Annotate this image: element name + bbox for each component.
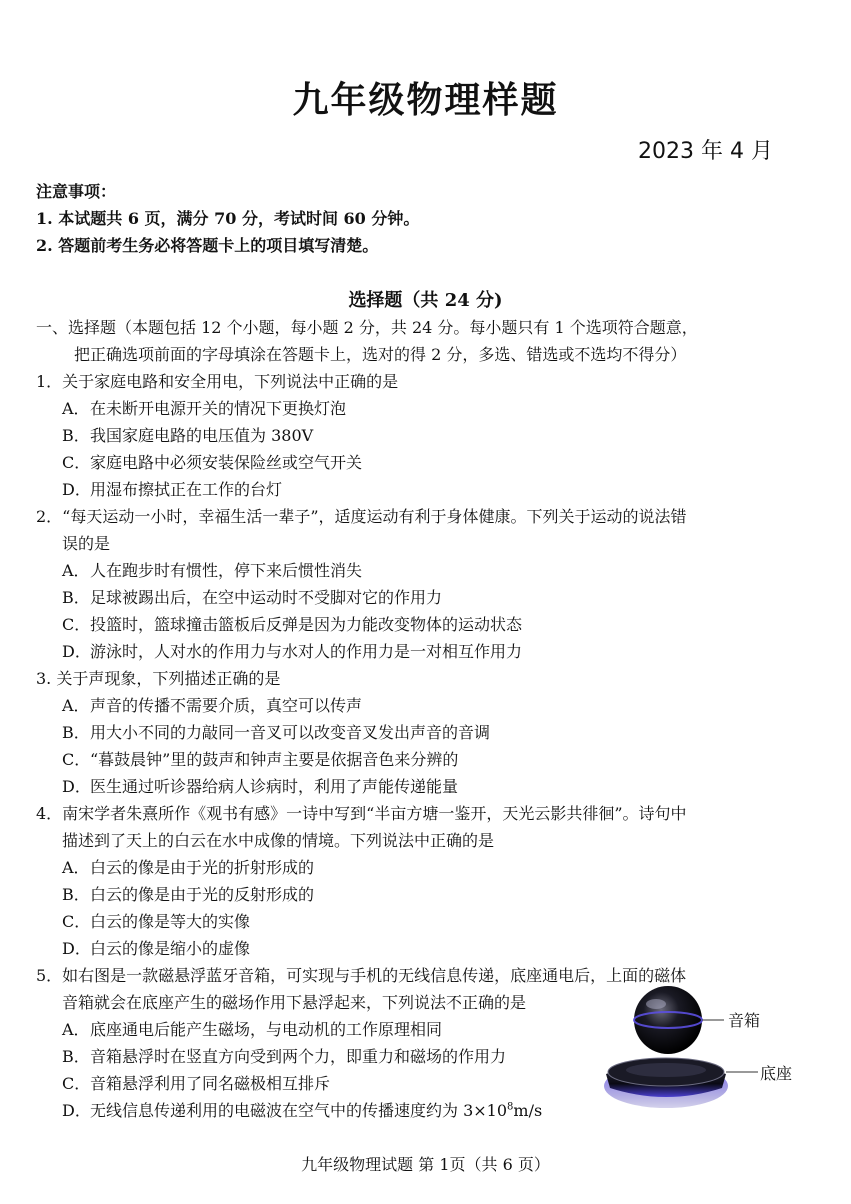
notice-block <box>36 178 419 259</box>
option-a <box>36 854 826 881</box>
option-text: 足球被踢出后，在空中运动时不受脚对它的作用力 <box>90 588 443 607</box>
instruction-line: 一、选择题（本题包括 12 个小题，每小题 2 分，共 24 分。每小题只有 1 个选项符合题意， <box>36 318 698 337</box>
option-letter: B． <box>62 885 90 904</box>
option-letter: A． <box>62 696 90 715</box>
option-text: 声音的传播不需要介质，真空可以传声 <box>90 696 363 715</box>
question-stem: 3. 关于声现象，下列描述正确的是 <box>36 669 281 688</box>
option-text: 白云的像是等大的实像 <box>90 912 251 931</box>
question-4 <box>36 800 826 962</box>
option-letter: B． <box>62 588 90 607</box>
option-c <box>36 908 826 935</box>
option-text: 音箱悬浮时在竖直方向受到两个力，即重力和磁场的作用力 <box>90 1047 507 1066</box>
option-text: “暮鼓晨钟”里的鼓声和钟声主要是依据音色来分辨的 <box>90 750 459 769</box>
page-title: 九年级物理样题 <box>292 80 559 121</box>
option-letter: C． <box>62 1074 91 1093</box>
option-text: 游泳时，人对水的作用力与水对人的作用力是一对相互作用力 <box>90 642 523 661</box>
option-letter: C． <box>62 615 91 634</box>
option-c <box>36 611 826 638</box>
option-text: 音箱悬浮利用了同名磁极相互排斥 <box>90 1074 331 1093</box>
option-letter: C． <box>62 912 91 931</box>
page-footer: 九年级物理试题 第 1页（共 6 页） <box>301 1155 550 1174</box>
option-a <box>36 557 826 584</box>
option-text: 医生通过听诊器给病人诊病时，利用了声能传递能量 <box>90 777 459 796</box>
option-letter: B． <box>62 426 90 445</box>
option-letter: D． <box>62 480 91 499</box>
speaker-ball <box>634 986 702 1054</box>
option-d <box>36 935 826 962</box>
option-b <box>36 881 826 908</box>
question-2 <box>36 503 826 665</box>
question-3 <box>36 665 826 800</box>
option-letter: A． <box>62 399 90 418</box>
option-letter: C． <box>62 750 91 769</box>
option-b <box>36 422 826 449</box>
section-instruction <box>36 314 826 368</box>
option-letter: B． <box>62 723 90 742</box>
option-d <box>36 638 826 665</box>
notice-heading: 注意事项： <box>36 182 117 201</box>
question-stem-continued: 描述到了天上的白云在水中成像的情境。下列说法中正确的是 <box>62 831 495 850</box>
option-a <box>36 395 826 422</box>
option-letter: A． <box>62 858 90 877</box>
question-stem: 1．关于家庭电路和安全用电，下列说法中正确的是 <box>36 372 399 391</box>
option-b <box>36 584 826 611</box>
speaker-highlight <box>646 999 666 1009</box>
option-c <box>36 746 826 773</box>
option-letter: D． <box>62 777 91 796</box>
section-title: 选择题（共 24 分) <box>348 290 503 311</box>
option-letter: B． <box>62 1047 90 1066</box>
question-stem-continued: 音箱就会在底座产生的磁场作用下悬浮起来，下列说法不正确的是 <box>62 993 527 1012</box>
option-text: 人在跑步时有惯性，停下来后惯性消失 <box>90 561 363 580</box>
option-text: 白云的像是由于光的反射形成的 <box>90 885 315 904</box>
option-text: 白云的像是缩小的虚像 <box>90 939 251 958</box>
option-d <box>36 773 826 800</box>
option-text: 白云的像是由于光的折射形成的 <box>90 858 315 877</box>
option-text: 投篮时，篮球撞击篮板后反弹是因为力能改变物体的运动状态 <box>90 615 523 634</box>
maglev-speaker-figure <box>598 984 838 1114</box>
instruction-line: 把正确选项前面的字母填涂在答题卡上，选对的得 2 分，多选、错选或不选均不得分） <box>74 345 687 364</box>
option-letter: D． <box>62 1101 91 1120</box>
exam-date: 2023 年 4 月 <box>638 139 773 164</box>
option-text: 无线信息传递利用的电磁波在空气中的传播速度约为 3×10 <box>90 1101 508 1120</box>
option-a <box>36 692 826 719</box>
option-text: 底座通电后能产生磁场，与电动机的工作原理相同 <box>90 1020 443 1039</box>
option-text: 用湿布擦拭正在工作的台灯 <box>90 480 283 499</box>
question-stem: 2．“每天运动一小时，幸福生活一辈子”，适度运动有利于身体健康。下列关于运动的说法错 <box>36 507 687 526</box>
base-label: 底座 <box>760 1064 793 1083</box>
option-d <box>36 476 826 503</box>
exponent: 8 <box>507 1101 514 1113</box>
option-b <box>36 719 826 746</box>
maglev-speaker-illustration <box>598 984 838 1114</box>
question-stem-continued: 误的是 <box>62 534 111 553</box>
option-text: 用大小不同的力敲同一音叉可以改变音叉发出声音的音调 <box>90 723 491 742</box>
unit: m/s <box>513 1101 543 1120</box>
option-letter: D． <box>62 642 91 661</box>
option-letter: A． <box>62 561 90 580</box>
option-letter: A． <box>62 1020 90 1039</box>
option-letter: D． <box>62 939 91 958</box>
base-top-shine <box>626 1063 706 1077</box>
option-c <box>36 449 826 476</box>
speaker-label: 音箱 <box>728 1011 761 1030</box>
question-stem: 5．如右图是一款磁悬浮蓝牙音箱，可实现与手机的无线信息传递，底座通电后，上面的磁体 <box>36 966 687 985</box>
option-text: 我国家庭电路的电压值为 380V <box>90 426 314 445</box>
notice-item: 2. 答题前考生务必将答题卡上的项目填写清楚。 <box>36 236 379 255</box>
option-letter: C． <box>62 453 91 472</box>
question-1 <box>36 368 826 503</box>
option-text: 家庭电路中必须安装保险丝或空气开关 <box>90 453 363 472</box>
option-text: 在未断开电源开关的情况下更换灯泡 <box>90 399 347 418</box>
notice-item: 1. 本试题共 6 页，满分 70 分，考试时间 60 分钟。 <box>36 209 420 228</box>
question-stem: 4．南宋学者朱熹所作《观书有感》一诗中写到“半亩方塘一鉴开，天光云影共徘徊”。诗句中 <box>36 804 687 823</box>
